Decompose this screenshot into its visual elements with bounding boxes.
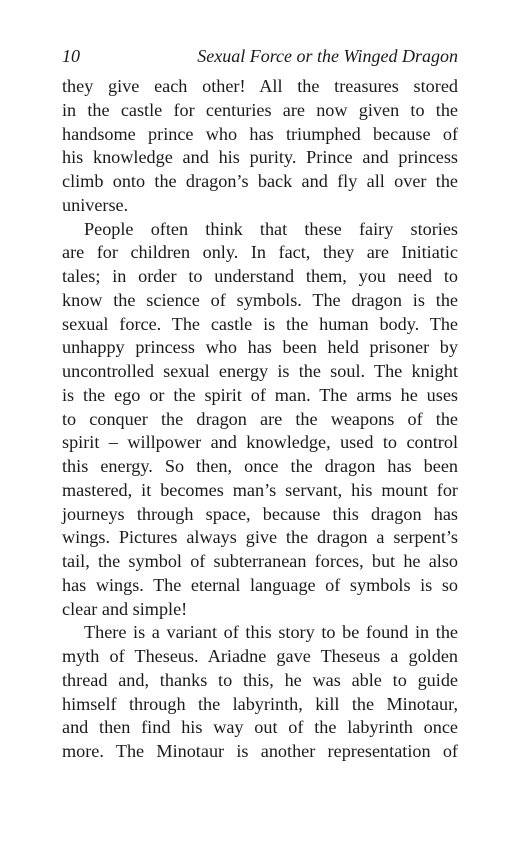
text-line: his knowledge and his purity. Prince and princess (62, 147, 458, 168)
text-line: know the science of symbols. The dragon is the (62, 289, 458, 310)
text-line: himself through the labyrinth, kill the Minotaur, (62, 693, 458, 714)
running-head (62, 44, 458, 68)
text-line: has wings. The eternal language of symbols is so (62, 574, 458, 595)
text-line: is the ego or the spirit of man. The arms he uses (62, 384, 458, 405)
text-line: spirit – willpower and knowledge, used to control (62, 432, 458, 453)
page-number: 10 (62, 46, 80, 66)
text-line: journeys through space, because this dragon has (62, 503, 458, 524)
text-line: mastered, it becomes man’s servant, his mount for (62, 479, 458, 500)
text-line: unhappy princess who has been held prisoner by (62, 337, 458, 358)
text-line: myth of Theseus. Ariadne gave Theseus a golden (62, 646, 458, 666)
text-line: climb onto the dragon’s back and fly all over the (62, 171, 458, 191)
text-line: this energy. So then, once the dragon has been (62, 456, 458, 476)
paragraph-1 (62, 75, 458, 218)
text-line: thread and, thanks to this, he was able to guide (62, 669, 458, 690)
text-line: more. The Minotaur is another representation of (62, 741, 458, 761)
text-line: tail, the symbol of subterranean forces, but he also (62, 551, 458, 571)
text-line: universe. (62, 194, 129, 215)
paragraph-3 (62, 621, 458, 764)
text-line: clear and simple! (62, 598, 188, 619)
text-line: There is a variant of this story to be found in the (84, 622, 458, 643)
text-line: wings. Pictures always give the dragon a serpent’s (62, 527, 458, 548)
text-line: are for children only. In fact, they are Initiatic (62, 242, 458, 263)
paragraph-2 (62, 218, 458, 622)
text-line: they give each other! All the treasures stored (62, 76, 458, 96)
book-title: Sexual Force or the Winged Dragon (197, 46, 458, 66)
text-line: People often think that these fairy stories (84, 218, 458, 239)
text-line: tales; in order to understand them, you need to (62, 266, 458, 286)
text-line: to conquer the dragon are the weapons of the (62, 408, 458, 429)
text-line: uncontrolled sexual energy is the soul. The knight (62, 361, 458, 381)
text-line: sexual force. The castle is the human body. The (62, 313, 458, 334)
body-text (62, 75, 458, 764)
text-line: in the castle for centuries are now given to the (62, 99, 458, 120)
text-line: and then find his way out of the labyrinth once (62, 717, 458, 738)
text-line: handsome prince who has triumphed because of (62, 123, 458, 144)
